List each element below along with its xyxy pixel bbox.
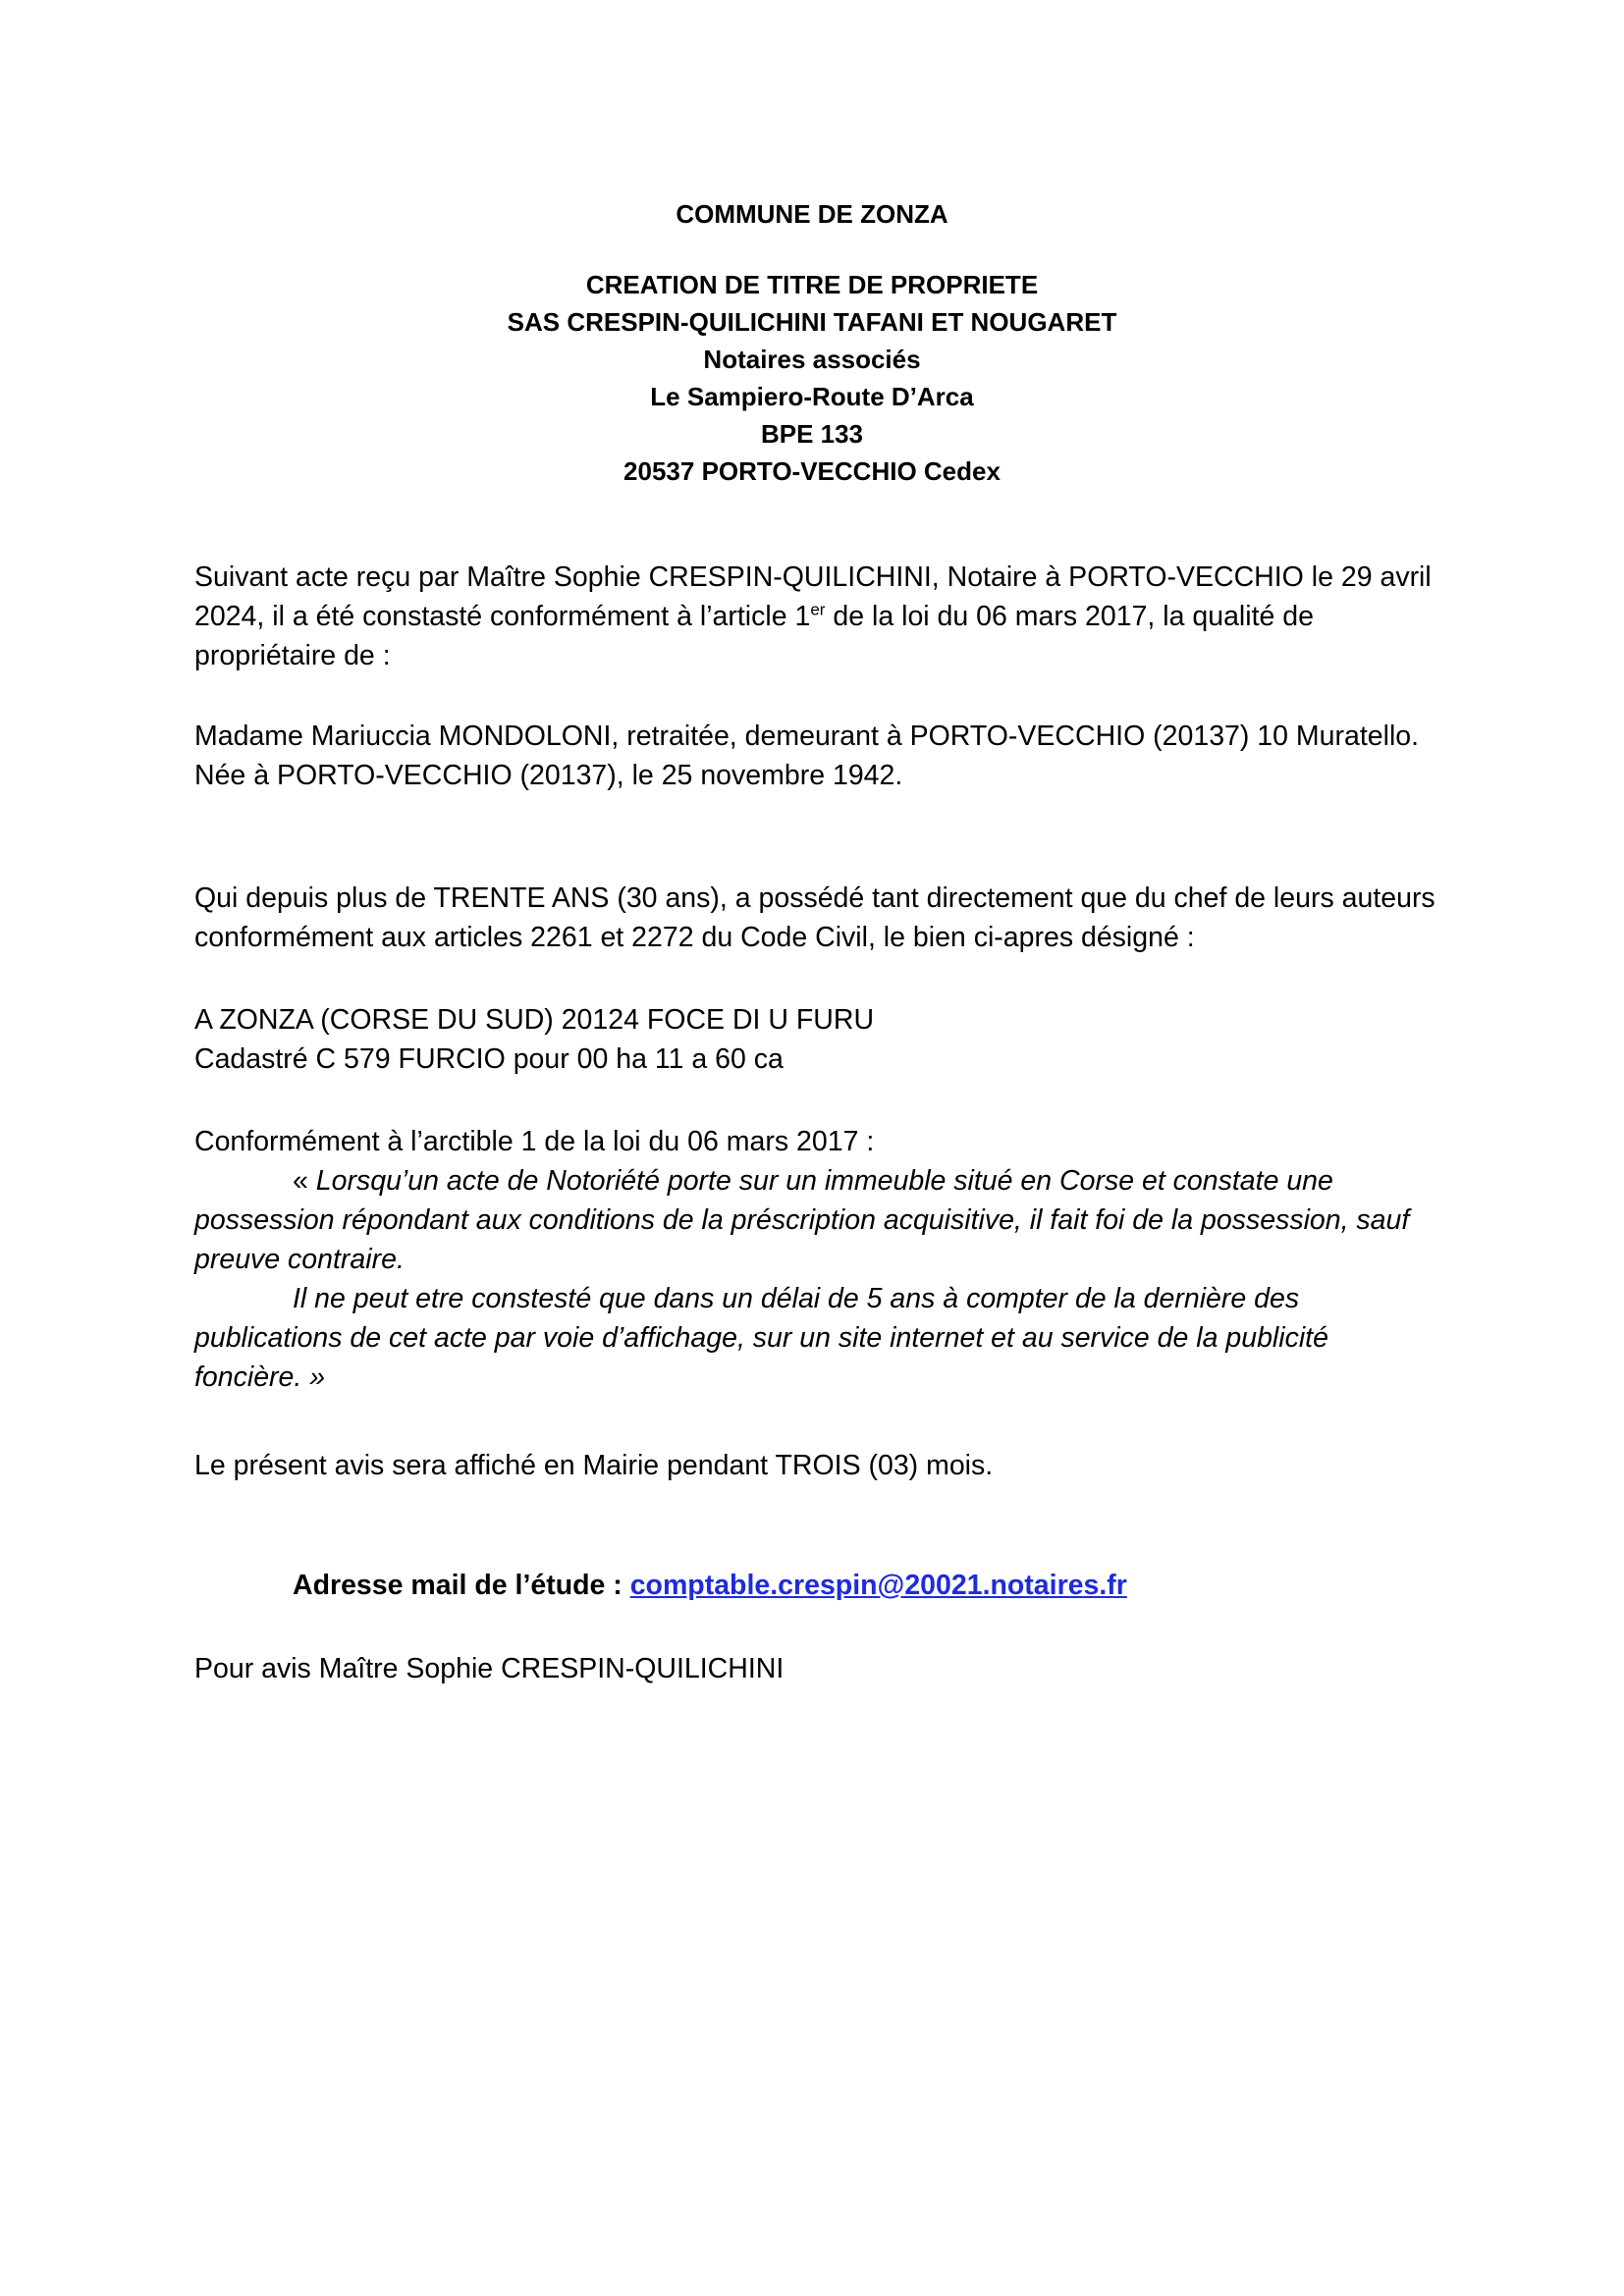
email-label: Adresse mail de l’étude : [293, 1570, 630, 1601]
owner-identity: Madame Mariuccia MONDOLONI, retraitée, demeurant à PORTO-VECCHIO (20137) 10 Muratello. [194, 721, 1420, 752]
header-line-city: 20537 PORTO-VECCHIO Cedex [623, 456, 1001, 486]
paragraph-display-notice [194, 1446, 1441, 1485]
paragraph-possession [194, 879, 1441, 957]
notary-header [0, 266, 1624, 490]
property-location: A ZONZA (CORSE DU SUD) 20124 FOCE DI U FURU [194, 1004, 875, 1036]
act-text-end: de la loi du 06 mars 2017, la qualité de propriétaire de : [194, 601, 1314, 671]
article-superscript: er [810, 600, 826, 619]
paragraph-owner [194, 717, 1441, 795]
signature-text: Pour avis Maître Sophie CRESPIN-QUILICHINI [194, 1653, 785, 1684]
paragraph-law [194, 1122, 1441, 1397]
header-line-street: Le Sampiero-Route D’Arca [650, 382, 974, 411]
signature-block [194, 1649, 1441, 1688]
email-link[interactable]: comptable.crespin@20021.notaires.fr [629, 1570, 1127, 1601]
property-cadastre: Cadastré C 579 FURCIO pour 00 ha 11 a 60 ca [194, 1043, 784, 1075]
commune-title [0, 195, 1624, 233]
header-line-firm: SAS CRESPIN-QUILICHINI TAFANI ET NOUGARET [507, 307, 1117, 337]
office-email-line [293, 1566, 1127, 1605]
paragraph-act [194, 558, 1441, 675]
quote-open: « [293, 1165, 316, 1197]
owner-birth: Née à PORTO-VECCHIO (20137), le 25 novembre 1942. [194, 760, 903, 791]
act-text-start: Suivant acte reçu par Maître Sophie CRESPIN-QUILICHINI, Notaire à PORTO-VECCHIO le 29 avril 2024, il a été constasté conformément à l’article 1 [194, 561, 1432, 632]
law-quote-1: Lorsqu’un acte de Notoriété porte sur un immeuble situé en Corse et constate une possession répondant aux conditions de la préscription acquisitive, il fait foi de la possession, sauf preuve contraire. [194, 1165, 1410, 1275]
possession-text: Qui depuis plus de TRENTE ANS (30 ans), a possédé tant directement que du chef de leurs auteurs conformément aux articles 2261 et 2272 du Code Civil, le bien ci-apres désigné : [194, 882, 1435, 953]
header-line-title: CREATION DE TITRE DE PROPRIETE [585, 270, 1039, 299]
law-quote-2: Il ne peut etre constesté que dans un délai de 5 ans à compter de la dernière des publications de cet acte par voie d’affichage, sur un site internet et au service de la publicité foncière. » [194, 1283, 1328, 1393]
header-line-associates: Notaires associés [703, 345, 921, 374]
commune-name: COMMUNE DE ZONZA [676, 199, 948, 229]
law-intro: Conformément à l’arctible 1 de la loi du 06 mars 2017 : [194, 1126, 875, 1157]
paragraph-property [194, 1000, 1441, 1079]
display-notice: Le présent avis sera affiché en Mairie pendant TROIS (03) mois. [194, 1450, 994, 1481]
header-line-bpe: BPE 133 [760, 419, 864, 449]
